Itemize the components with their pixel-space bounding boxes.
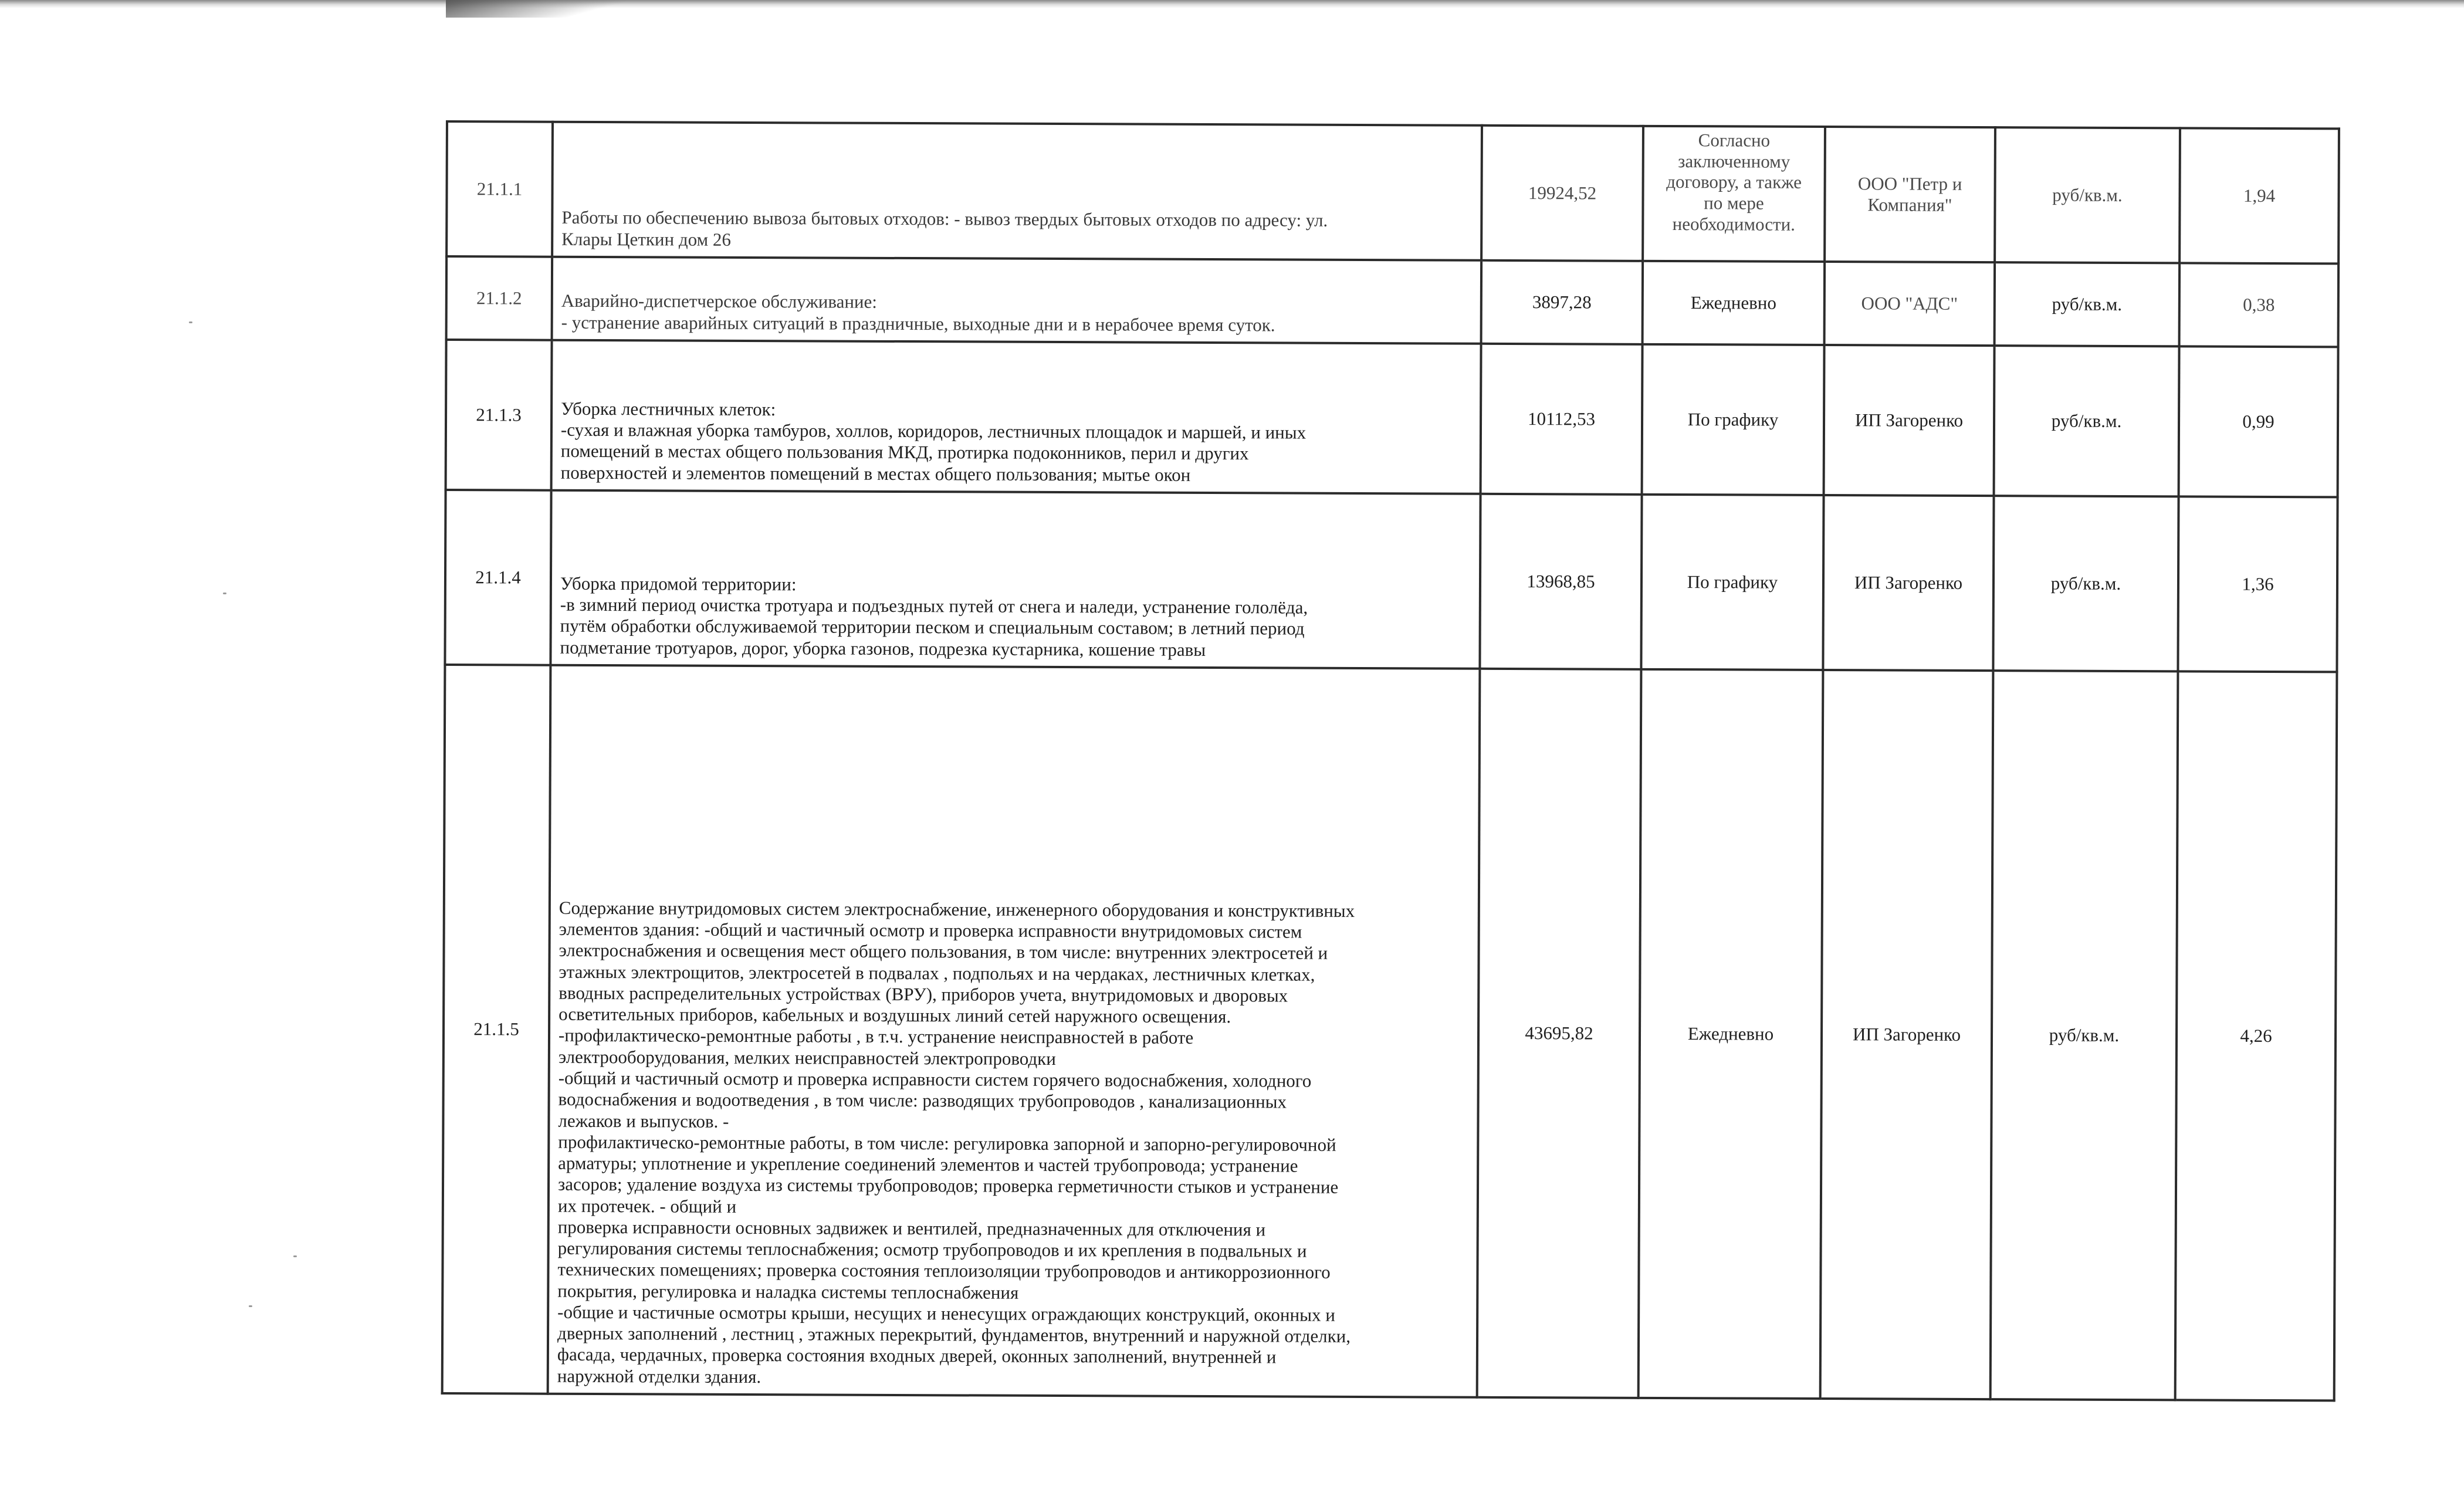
- row-unit: руб/кв.м.: [1995, 127, 2180, 263]
- row-description: Уборка придомой территории: -в зимний период очистка тротуара и подъездных путей от снега и наледи, устранение гололёда, путём обработки обслуживаемой территории песком и специальным составом; в летний период подметание тротуаров, дорог, уборка газонов, подрезка кустарника, кошение травы: [550, 490, 1480, 669]
- scan-speck: [189, 321, 192, 323]
- row-contractor: ИП Загоренко: [1824, 345, 1995, 496]
- table-row: [446, 121, 2339, 263]
- row-amount: 13968,85: [1480, 494, 1641, 669]
- row-description: Содержание внутридомовых систем электроснабжение, инженерного оборудования и конструктивных элементов здания: -общий и частичный осмотр и проверка исправности внутридомовых систем электроснабжения и освещения мест общего пользования, в том числе: внутренних электросетей и этажных электрощитов, электросетей в подвалах , подпольях и на чердаках, лестничных клетках, вводных распределительных устройствах (ВРУ), приборов учета, внутридомовых и дворовых осветительных приборов, кабельных и воздушных линий сетей наружного освещения. -профилактическо-ремонтные работы , в т.ч. устранение неисправностей в работе электрооборудования, мелких неисправностей электропроводки -общий и частичный осмотр и проверка исправности систем горячего водоснабжения, холодного водоснабжения и водоотведения , в том числе: разводящих трубопроводов , канализационных лежаков и выпусков. - профилактическо-ремонтные работы, в том числе: регулировка запорной и запорно-регулировочной арматуры; уплотнение и укрепление соединений элементов и частей трубопровода; устранение засоров; удаление воздуха из системы трубопроводов; проверка герметичности стыков и устранение их протечек. - общий и проверка исправности основных задвижек и вентилей, предназначенных для отключения и регулирования системы теплоснабжения; осмотр трубопроводов и их крепления в подвальных и технических помещениях; проверка состояния теплоизоляции трубопроводов и антикоррозионного покрытия, регулировка и наладка системы теплоснабжения -общие и частичные осмотры крыши, несущих и ненесущих ограждающих конструкций, оконных и дверных заполнений , лестниц , этажных перекрытий, фундаментов, внутренний и наружной отделки, фасада, чердачных, проверка состояния входных дверей, оконных заполнений, внутренней и наружной отделки здания.: [548, 665, 1480, 1397]
- row-amount: 43695,82: [1477, 669, 1641, 1398]
- row-description: Работы по обеспечению вывоза бытовых отходов: - вывоз твердых бытовых отходов по адресу: ул. Клары Цеткин дом 26: [552, 122, 1482, 260]
- row-unit: руб/кв.м.: [1993, 496, 2178, 671]
- services-table: [441, 120, 2340, 1402]
- row-unit: руб/кв.м.: [1991, 671, 2178, 1400]
- row-rate: 0,38: [2179, 263, 2339, 347]
- row-contractor: ООО "Петр и Компания": [1825, 127, 1995, 262]
- row-rate: 4,26: [2175, 671, 2337, 1400]
- row-rate: 1,36: [2178, 496, 2337, 672]
- row-amount: 3897,28: [1481, 260, 1643, 344]
- row-rate: 1,94: [2179, 128, 2339, 263]
- table-row: [446, 256, 2339, 347]
- row-contractor: ИП Загоренко: [1823, 495, 1993, 671]
- row-unit: руб/кв.м.: [1995, 262, 2180, 346]
- row-description: Уборка лестничных клеток: -сухая и влажная уборка тамбуров, холлов, коридоров, лестничных площадок и маршей, и иных помещений в местах общего пользования МКД, протирка подоконников, перил и других поверхностей и элементов помещений в местах общего пользования; мытье окон: [551, 340, 1481, 494]
- row-amount: 10112,53: [1481, 344, 1643, 495]
- row-code: 21.1.2: [446, 256, 553, 340]
- table-row: [445, 490, 2337, 672]
- row-contractor: ИП Загоренко: [1820, 670, 1993, 1399]
- table-row: [446, 340, 2338, 497]
- scan-speck: [223, 593, 226, 594]
- row-frequency: По графику: [1641, 495, 1823, 670]
- row-contractor: ООО "АДС": [1825, 262, 1995, 346]
- row-code: 21.1.3: [446, 340, 552, 490]
- row-frequency: Ежедневно: [1643, 261, 1825, 345]
- scan-top-edge-shadow: [0, 0, 2464, 8]
- row-code: 21.1.5: [442, 665, 551, 1394]
- row-amount: 19924,52: [1481, 126, 1643, 261]
- row-frequency: Ежедневно: [1639, 669, 1823, 1399]
- row-frequency: По графику: [1642, 344, 1825, 495]
- row-rate: 0,99: [2179, 346, 2338, 497]
- row-frequency: Согласно заключенному договору, а также по мере необходимости.: [1643, 126, 1825, 262]
- row-code: 21.1.1: [446, 121, 553, 257]
- row-code: 21.1.4: [445, 490, 551, 665]
- table-row: [442, 665, 2337, 1400]
- scan-speck: [249, 1305, 252, 1307]
- row-unit: руб/кв.м.: [1994, 346, 2179, 496]
- row-description: Аварийно-диспетчерское обслуживание: - устранение аварийных ситуаций в праздничные, выходные дни и в нерабочее время суток.: [552, 257, 1482, 344]
- scan-fold-shadow: [446, 0, 692, 18]
- scan-speck: [293, 1255, 297, 1257]
